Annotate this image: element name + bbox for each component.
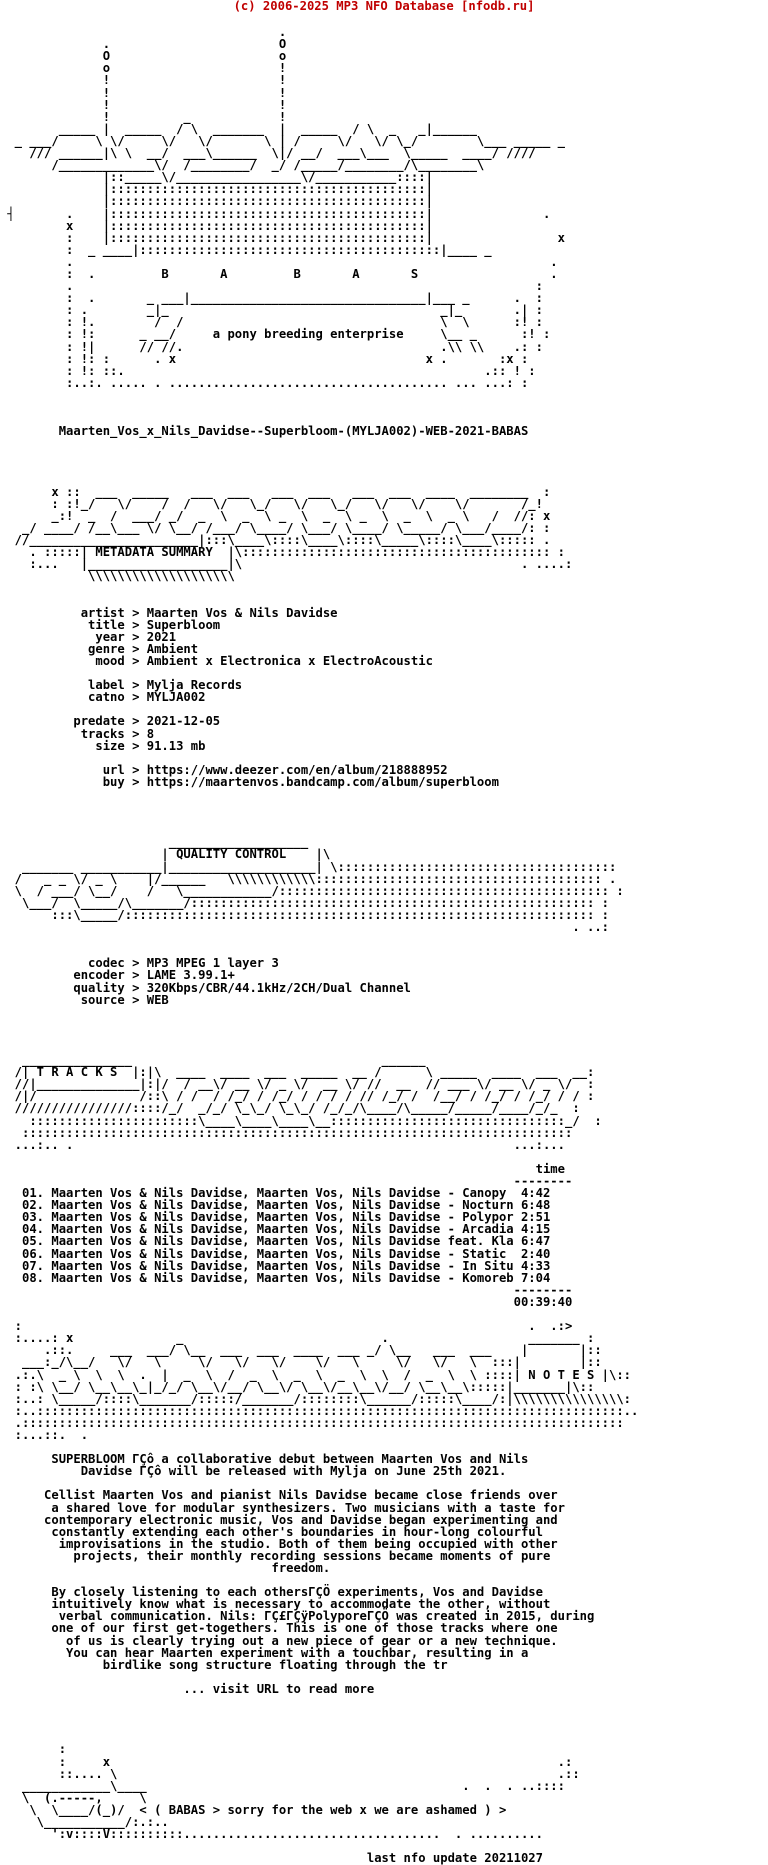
nfo-line: .:::::::::::::::::::::::::::::::::::::::::::::::::::::::::::::::::::::::::::::::::: xyxy=(0,1415,624,1430)
nfo-line: /| T R A C K S |:|\ ____ ____ ___ _____ __ / \ _____ ____ ___ __: xyxy=(0,1065,595,1080)
nfo-line: 02. Maarten Vos & Nils Davidse, Maarten Vos, Nils Davidse - Nocturn 6:48 xyxy=(0,1198,551,1213)
nfo-line: //_______________________|:::\____\::::\____\::::\_____\::::\____\::::: . xyxy=(0,533,551,548)
nfo-line: -------- xyxy=(0,1282,573,1297)
nfo-line: ____________\____ . . . ..:::: xyxy=(0,1778,565,1793)
nfo-line: /// ______|\ \ __/ ___\______ \|/ __/ ___\___ \_____ ____/ //// xyxy=(0,146,536,161)
nfo-line: . : xyxy=(0,279,543,294)
nfo-line: \ \____/(_)/ < ( BABAS > sorry for the web x we are ashamed ) > xyxy=(0,1802,507,1817)
nfo-line: year > 2021 xyxy=(0,629,177,644)
nfo-line: |:::::::::::::::::::::::::::::::::::::::::::| xyxy=(0,194,433,209)
nfo-line: ! ! xyxy=(0,73,287,88)
nfo-line: Maarten_Vos_x_Nils_Davidse--Superbloom-(MYLJA002)-WEB-2021-BABAS xyxy=(0,424,529,439)
nfo-line: : !. / / \ \ :! : xyxy=(0,315,543,330)
nfo-line: : !| // //. .\\ \\ .: : xyxy=(0,339,543,354)
nfo-line: x :: ___ _____ ___ ___ ___ ___ ___ ___ ____ ________ : xyxy=(0,484,551,499)
nfo-line: O o xyxy=(0,49,287,64)
nfo-line: _______ ___________|____________________| \:::::::::::::::::::::::::::::::::::::: xyxy=(0,859,617,874)
nfo-line: : x .: xyxy=(0,1754,573,1769)
nfo-line: ... visit URL to read more xyxy=(0,1681,375,1696)
nfo-line: \___/ \_____/\_______/::::::::::::::::::::::::::::::::::::::::::::::::::::::: : xyxy=(0,895,610,910)
nfo-line: //|______________|:|/ / __\/ __ \/ _ \/ __ \/ // __ // ___ \/ __ \/ _ \/ : xyxy=(0,1077,595,1092)
nfo-line: . . xyxy=(0,254,558,269)
nfo-line: freedom. xyxy=(0,1561,331,1575)
nfo-line: 03. Maarten Vos & Nils Davidse, Maarten Vos, Nils Davidse - Polypor 2:51 xyxy=(0,1210,551,1225)
nfo-line: title > Superbloom xyxy=(0,617,221,632)
nfo-line: :..: \_____/::::\_______/:::::/_______/::::::::\______/:::::\____/:|\\\\\\\\\\\\\\\: xyxy=(0,1391,632,1406)
nfo-line: one of our first get-togethers. This is one of those tracks where one xyxy=(0,1621,558,1636)
nfo-line: 08. Maarten Vos & Nils Davidse, Maarten Vos, Nils Davidse - Komoreb 7:04 xyxy=(0,1270,551,1285)
nfo-line: ___:_/\__/ \/ \ \/ \/ \/ \/ \ \/ \/ \ :::| |:: xyxy=(0,1355,602,1370)
nfo-line: tracks > 8 xyxy=(0,726,155,741)
site-banner: (c) 2006-2025 MP3 NFO Database [nfodb.ru] xyxy=(233,0,535,13)
nfo-line: 04. Maarten Vos & Nils Davidse, Maarten Vos, Nils Davidse - Arcadia 4:15 xyxy=(0,1222,551,1237)
nfo-line: : |:::::::::::::::::::::::::::::::::::::::::::| x xyxy=(0,230,565,245)
nfo-line: ':v::::V::::::::::................................... . .......... xyxy=(0,1827,543,1842)
nfo-line: _/ ____/ /__\___ \/ \__/ /___/ \____/ \___/ \____/ \_____/ \___/____/: : xyxy=(0,520,551,535)
nfo-line: url > https://www.deezer.com/en/album/218888952 xyxy=(0,762,448,777)
nfo-line: 00:39:40 xyxy=(0,1294,573,1309)
nfo-line: ::.... \ .:: xyxy=(0,1766,580,1781)
nfo-line: : :\ \__/ \__\__\_|_/_/ \__\/__/ \__\/ \__\/__\__\/__/ \__\__\:::::|_______|\:: xyxy=(0,1379,595,1394)
nfo-line: : !: : . x x . :x : xyxy=(0,351,529,366)
nfo-line: source > WEB xyxy=(0,992,169,1007)
nfo-line: . :::::| METADATA SUMMARY |\:::::::::::::::::::::::::::::::::::::::::: : xyxy=(0,545,565,560)
nfo-line: / _ _ \/ _ \ |/______ \\\\\\\\\\\\::::::::::::::::::::::::::::::::::::::: . xyxy=(0,871,617,886)
nfo-line: : . _|_ _|_ .| : xyxy=(0,303,543,318)
nfo-line: codec > MP3 MPEG 1 layer 3 xyxy=(0,956,279,971)
nfo-line: :::::::::::::::::::::::\____\____\____\__::::::::::::::::::::::::::::::::_/ : xyxy=(0,1113,602,1128)
nfo-line: :... |___________________|\ . ....: xyxy=(0,557,573,572)
nfo-line: .:.\ _ \ \ \ . | _ \ / _ \ _ \ _ \ \ / _ \ \ ::::| N O T E S |\:: xyxy=(0,1367,632,1382)
nfo-line: ////////////////::::/_/ _/_/ \_\_/ \_\_/ /_/_/\____/\_____/_____/____/_/_ : xyxy=(0,1101,580,1116)
nfo-line: |:::::::::::::::::::::::::::::::::::::::::::| xyxy=(0,182,433,197)
nfo-line: : _ ____|:::::::::::::::::::::::::::::::::::::::::|____ _ xyxy=(0,242,492,257)
nfo-line: improvisations in the studio. Both of them being occupied with other xyxy=(0,1536,558,1551)
nfo-line: time xyxy=(0,1161,565,1176)
nfo-line: genre > Ambient xyxy=(0,641,199,656)
nfo-line: predate > 2021-12-05 xyxy=(0,714,221,729)
nfo-line: 06. Maarten Vos & Nils Davidse, Maarten Vos, Nils Davidse - Static 2:40 xyxy=(0,1246,551,1261)
nfo-line: Cellist Maarten Vos and pianist Nils Davidse became close friends over xyxy=(0,1488,558,1503)
nfo-line: :....: x _ . _______ : xyxy=(0,1331,595,1346)
nfo-line: \___________/:.:.. xyxy=(0,1814,169,1829)
nfo-line: ! ! xyxy=(0,85,287,100)
nfo-line: Davidse ΓÇô will be released with Mylja on June 25th 2021. xyxy=(0,1464,507,1479)
nfo-line: ::::::::::::::::::::::::::::::::::::::::::::::::::::::::::::::::::::::::::: xyxy=(0,1125,573,1140)
nfo-line: intuitively know what is necessary to accommodate the other, without xyxy=(0,1597,551,1612)
nfo-line: :...::. . xyxy=(0,1427,580,1442)
nfo-line: \\\\\\\\\\\\\\\\\\\\ xyxy=(0,569,235,584)
nfo-line: |::_____\/_________________\/___________::::| xyxy=(0,170,433,185)
nfo-line: /|/ /::\ / / / /_/ / /_/ / / / / // /_/ / /__/ / /_/ / /_/ / / : xyxy=(0,1089,595,1104)
nfo-line: . ..: xyxy=(0,920,610,935)
nfo-line: catno > MYLJA002 xyxy=(0,690,206,705)
nfo-line: ! _ ! xyxy=(0,109,287,124)
nfo-line: label > Mylja Records xyxy=(0,678,243,693)
nfo-line: ___________________ xyxy=(0,835,309,850)
nfo-line: /_____________\/ /________/ _/ /_____/________/\________\ xyxy=(0,158,485,173)
nfo-line: . O xyxy=(0,37,287,52)
nfo-line: _____ | _____ / \ _______ | _____ / \ _ _|______ xyxy=(0,121,477,136)
nfo-line: buy > https://maartenvos.bandcamp.com/album/superbloom xyxy=(0,774,499,789)
nfo-line: : !: _ __/ a pony breeding enterprise \__ _ :! : xyxy=(0,327,551,342)
nfo-line: artist > Maarten Vos & Nils Davidse xyxy=(0,605,338,620)
nfo-line: ┤ . |:::::::::::::::::::::::::::::::::::::::::::| . xyxy=(0,206,551,221)
nfo-line: birdlike song structure floating through the tr xyxy=(0,1657,448,1672)
nfo-line: _______________ ______ xyxy=(0,1053,426,1068)
nfo-line: size > 91.13 mb xyxy=(0,738,206,753)
nfo-line: By closely listening to each othersΓÇÖ experiments, Vos and Davidse xyxy=(0,1585,543,1600)
nfo-line: encoder > LAME 3.99.1+ xyxy=(0,968,235,983)
nfo-line: _:! _ / ___/ _/ _ \ _ \ _ \ _ \ _ \ _ \ _ \ / //: x xyxy=(0,508,551,523)
nfo-line: x |:::::::::::::::::::::::::::::::::::::::::::| xyxy=(0,218,433,233)
nfo-line: : . B A B A S . xyxy=(0,266,558,281)
nfo-line: contemporary electronic music, Vos and Davidse began experimenting and xyxy=(0,1512,558,1527)
nfo-line: 01. Maarten Vos & Nils Davidse, Maarten Vos, Nils Davidse - Canopy 4:42 xyxy=(0,1186,551,1201)
nfo-line: ! ! xyxy=(0,97,287,112)
nfo-line: SUPERBLOOM ΓÇô a collaborative debut between Maarten Vos and Nils xyxy=(0,1452,529,1467)
nfo-line: \ / ___/ \__/ / \____________/::::::::::::::::::::::::::::::::::::::::::::: : xyxy=(0,883,624,898)
nfo-line: constantly extending each other's boundaries in hour-long colourful xyxy=(0,1524,543,1539)
nfo-line: :..:. ..... . ...................................... ... ...: : xyxy=(0,375,529,390)
nfo-line: _ ___/ \ \/ \/ \/ \ | / \/ \/ \_/ \___ _____ _ xyxy=(0,133,565,148)
nfo-line: :::\_____/:::::::::::::::::::::::::::::::::::::::::::::::::::::::::::::::: : xyxy=(0,907,610,922)
nfo-line: 07. Maarten Vos & Nils Davidse, Maarten Vos, Nils Davidse - In Situ 4:33 xyxy=(0,1258,551,1273)
nfo-line: : . _ ___|________________________________|___ _ . : xyxy=(0,291,543,306)
nfo-line: -------- xyxy=(0,1174,573,1188)
nfo-line: last nfo update 20211027 xyxy=(0,1851,543,1865)
nfo-line: You can hear Maarten experiment with a touchbar, resulting in a xyxy=(0,1645,529,1660)
nfo-document xyxy=(0,14,768,1865)
nfo-line: ...:.. . ...:... xyxy=(0,1137,565,1152)
nfo-line: \ (.-----, \ xyxy=(0,1790,147,1805)
nfo-line: mood > Ambient x Electronica x ElectroAcoustic xyxy=(0,653,433,668)
nfo-line: .::. ___ ___/ \__ ___ ___ ____ ___ _/ \__ ___ ___ | |:: xyxy=(0,1343,602,1358)
nfo-line: | QUALITY CONTROL |\ xyxy=(0,847,331,862)
nfo-line: a shared love for modular synthesizers. Two musicians with a taste for xyxy=(0,1500,565,1515)
nfo-line: of us is clearly trying out a new piece of gear or a new technique. xyxy=(0,1633,558,1648)
nfo-line: 05. Maarten Vos & Nils Davidse, Maarten Vos, Nils Davidse feat. Kla 6:47 xyxy=(0,1234,551,1249)
nfo-line: : :!_/ \/ / / \/ \_/ \/ \_/ \/ \/ \/ /_! xyxy=(0,496,543,511)
nfo-line: : . .:> xyxy=(0,1319,573,1334)
nfo-line: o ! xyxy=(0,61,287,76)
nfo-line: projects, their monthly recording sessions became moments of pure xyxy=(0,1548,551,1563)
nfo-line: . xyxy=(0,25,287,40)
nfo-line: : !: ::. .:: ! : xyxy=(0,363,536,378)
nfo-line: verbal communication. Nils: ΓÇ£ΓÇÿPolyporeΓÇÖ was created in 2015, during xyxy=(0,1609,595,1624)
nfo-line: :..::::::::::::::::::::::::::::::::::::::::::::::::::::::::::::::::::::::::::::::::.. xyxy=(0,1403,639,1418)
nfo-line: : xyxy=(0,1742,67,1757)
nfo-line: quality > 320Kbps/CBR/44.1kHz/2CH/Dual Channel xyxy=(0,980,411,995)
